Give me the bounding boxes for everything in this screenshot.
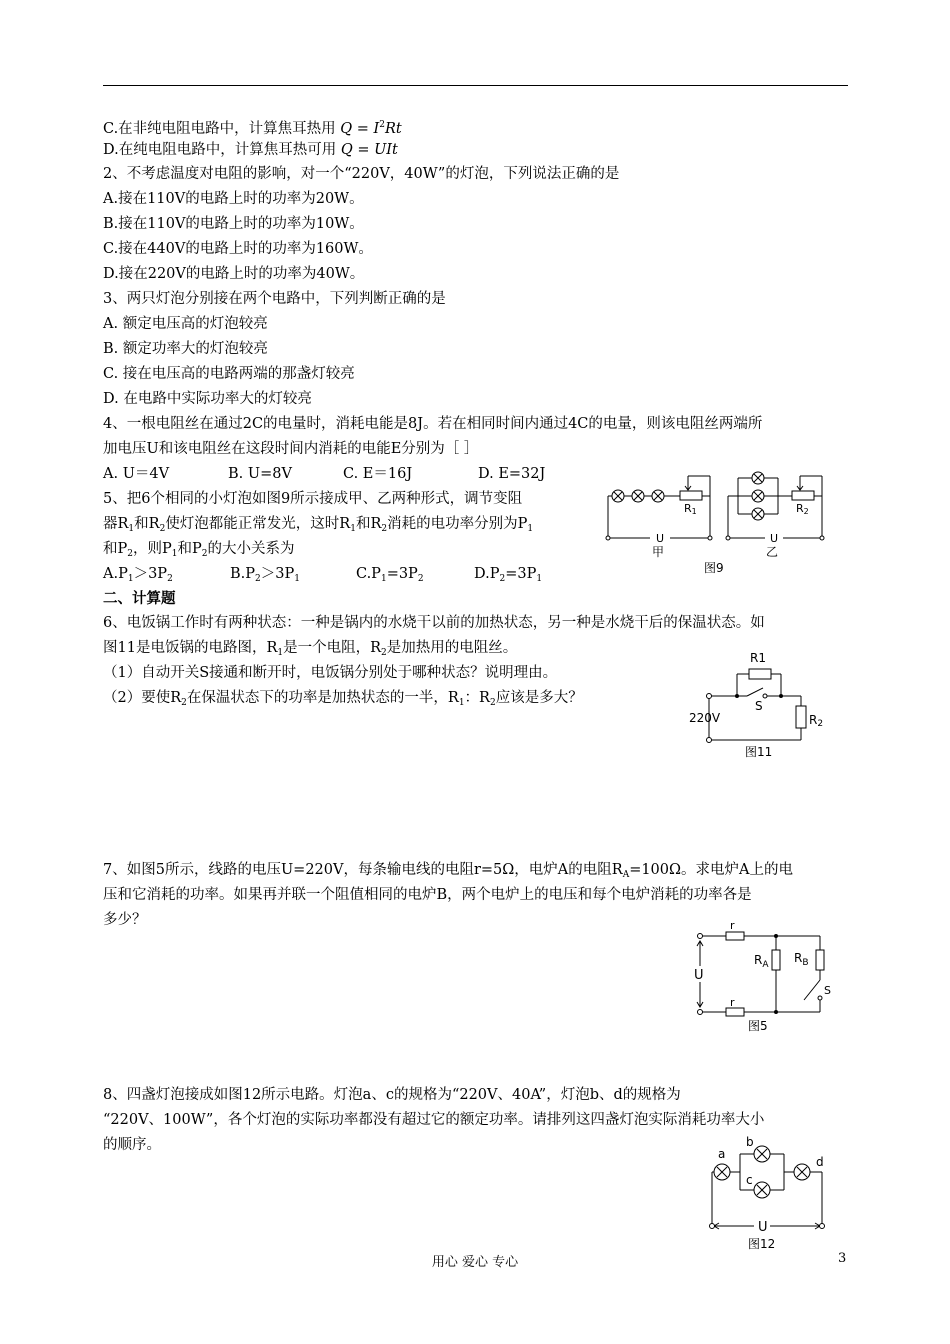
q8-line2: “220V、100W”，各个灯泡的实际功率都没有超过它的额定功率。请排列这四盏灯泡实际消耗功率大小 [103,1112,765,1128]
page-footer: 用心 爱心 专心 [431,1255,519,1270]
header-rule [103,85,848,86]
figure-11 [685,644,835,766]
q3-option-d: D. 在电路中实际功率大的灯较亮 [103,391,312,407]
q6-line2: 图11是电饭锅的电路图，$R_1$是一个电阻，$R_2$是加热用的电阻丝。 [103,640,518,658]
figure-9 [600,466,835,582]
figure-5 [688,920,838,1042]
fig5-ra-label: $R_A$ [754,953,769,970]
fig12-c-label: c [746,1173,753,1187]
q5-option-c: C.P1=3P2 [356,566,424,584]
fig9-caption: 图9 [704,561,724,575]
q3-option-a: A. 额定电压高的灯泡较亮 [103,316,268,332]
q7-line3: 多少？ [103,912,147,928]
fig12-a-label: a [718,1147,726,1161]
fig9-u1-label: U [656,532,665,545]
fig12-u-label: U [758,1220,768,1235]
q2-option-a: A.接在110V的电路上时的功率为20W。 [103,191,364,207]
q4-line2: 加电压U和该电阻丝在这段时间内消耗的电能E分别为［ ］ [103,441,479,457]
q1-option-c: C.在非纯电阻电路中，计算焦耳热用 $Q = I^2Rt$ [103,120,402,137]
q2-option-d: D.接在220V的电路上时的功率为40W。 [103,266,365,282]
q4-option-a: A. U＝4V [103,466,170,482]
fig5-caption: 图5 [748,1019,768,1033]
fig9-jia-label: 甲 [652,545,665,559]
q5-line1: 5、把6个相同的小灯泡如图9所示接成甲、乙两种形式，调节变阻 [103,491,523,507]
q4-line1: 4、一根电阻丝在通过2C的电量时，消耗电能是8J。若在相同时间内通过4C的电量，则该电阻丝两端所 [103,416,763,432]
q6-sub1: （1）自动开关S接通和断开时，电饭锅分别处于哪种状态？说明理由。 [103,665,558,681]
q2-option-c: C.接在440V的电路上时的功率为160W。 [103,241,373,257]
q3-option-b: B. 额定功率大的灯泡较亮 [103,341,268,357]
fig11-switch-label: S [755,699,763,713]
fig5-r-bottom-label: r [730,996,735,1009]
fig9-r1-label: R1 [684,502,697,516]
q5-option-d: D.P2=3P1 [474,566,543,584]
page-number: 3 [838,1251,847,1266]
fig9-yi-label: 乙 [766,545,779,559]
fig11-voltage-label: 220V [689,711,721,725]
q4-options [103,464,545,484]
fig5-switch-label: S [824,984,831,997]
q5-option-b: B.P2＞3P1 [230,566,300,584]
fig5-r-top-label: r [730,920,735,932]
q4-option-d: D. E=32J [478,466,546,482]
q6-line1: 6、电饭锅工作时有两种状态：一种是锅内的水烧干以前的加热状态，另一种是水烧干后的保温状态。如 [103,615,765,631]
fig11-caption: 图11 [745,745,773,759]
q2-stem: 2、不考虑温度对电阻的影响，对一个“220V，40W”的灯泡，下列说法正确的是 [103,166,620,182]
q7-line2: 压和它消耗的功率。如果再并联一个阻值相同的电炉B，两个电炉上的电压和每个电炉消耗的功率各是 [103,887,752,903]
fig12-caption: 图12 [748,1237,776,1251]
figure-12 [700,1132,840,1258]
q5-line3: 和$P_2$，则$P_1$和$P_2$的大小关系为 [103,541,295,559]
q3-stem: 3、两只灯泡分别接在两个电路中，下列判断正确的是 [103,291,446,307]
q8-line1: 8、四盏灯泡接成如图12所示电路。灯泡a、c的规格为“220V、40A”，灯泡b、d的规格为 [103,1087,681,1103]
q6-sub2: （2）要使$R_2$在保温状态下的功率是加热状态的一半，$R_1$：$R_2$应该是多大？ [103,690,583,708]
q3-option-c: C. 接在电压高的电路两端的那盏灯较亮 [103,366,355,382]
fig12-b-label: b [746,1135,754,1149]
q5-options [103,564,542,589]
q1-option-d: D.在纯电阻电路中，计算焦耳热可用 Q = UIt [103,142,398,158]
q7-line1: 7、如图5所示，线路的电压U=220V，每条输电线的电阻r=5Ω，电炉A的电阻$R_A=100\Omega$。求电炉A上的电 [103,862,794,880]
fig5-rb-label: $R_B$ [794,951,809,968]
q5-option-a: A.P1＞3P2 [103,566,173,584]
q5-line2: 器$R_1$和$R_2$使灯泡都能正常发光，这时$R_1$和$R_2$消耗的电功率分别为$P_1$ [103,516,534,534]
fig12-d-label: d [816,1155,824,1169]
fig5-u-label: U [694,968,704,983]
q4-option-b: B. U=8V [228,466,292,482]
q8-line3: 的顺序。 [103,1137,161,1153]
fig11-r1-label: R1 [750,651,766,665]
fig9-r2-label: R2 [796,502,809,516]
q2-option-b: B.接在110V的电路上时的功率为10W。 [103,216,364,232]
fig9-u2-label: U [770,532,779,545]
q4-option-c: C. E＝16J [343,466,413,482]
fig11-r2-label: R2 [809,713,824,729]
section-calculation-title: 二、计算题 [103,591,176,607]
